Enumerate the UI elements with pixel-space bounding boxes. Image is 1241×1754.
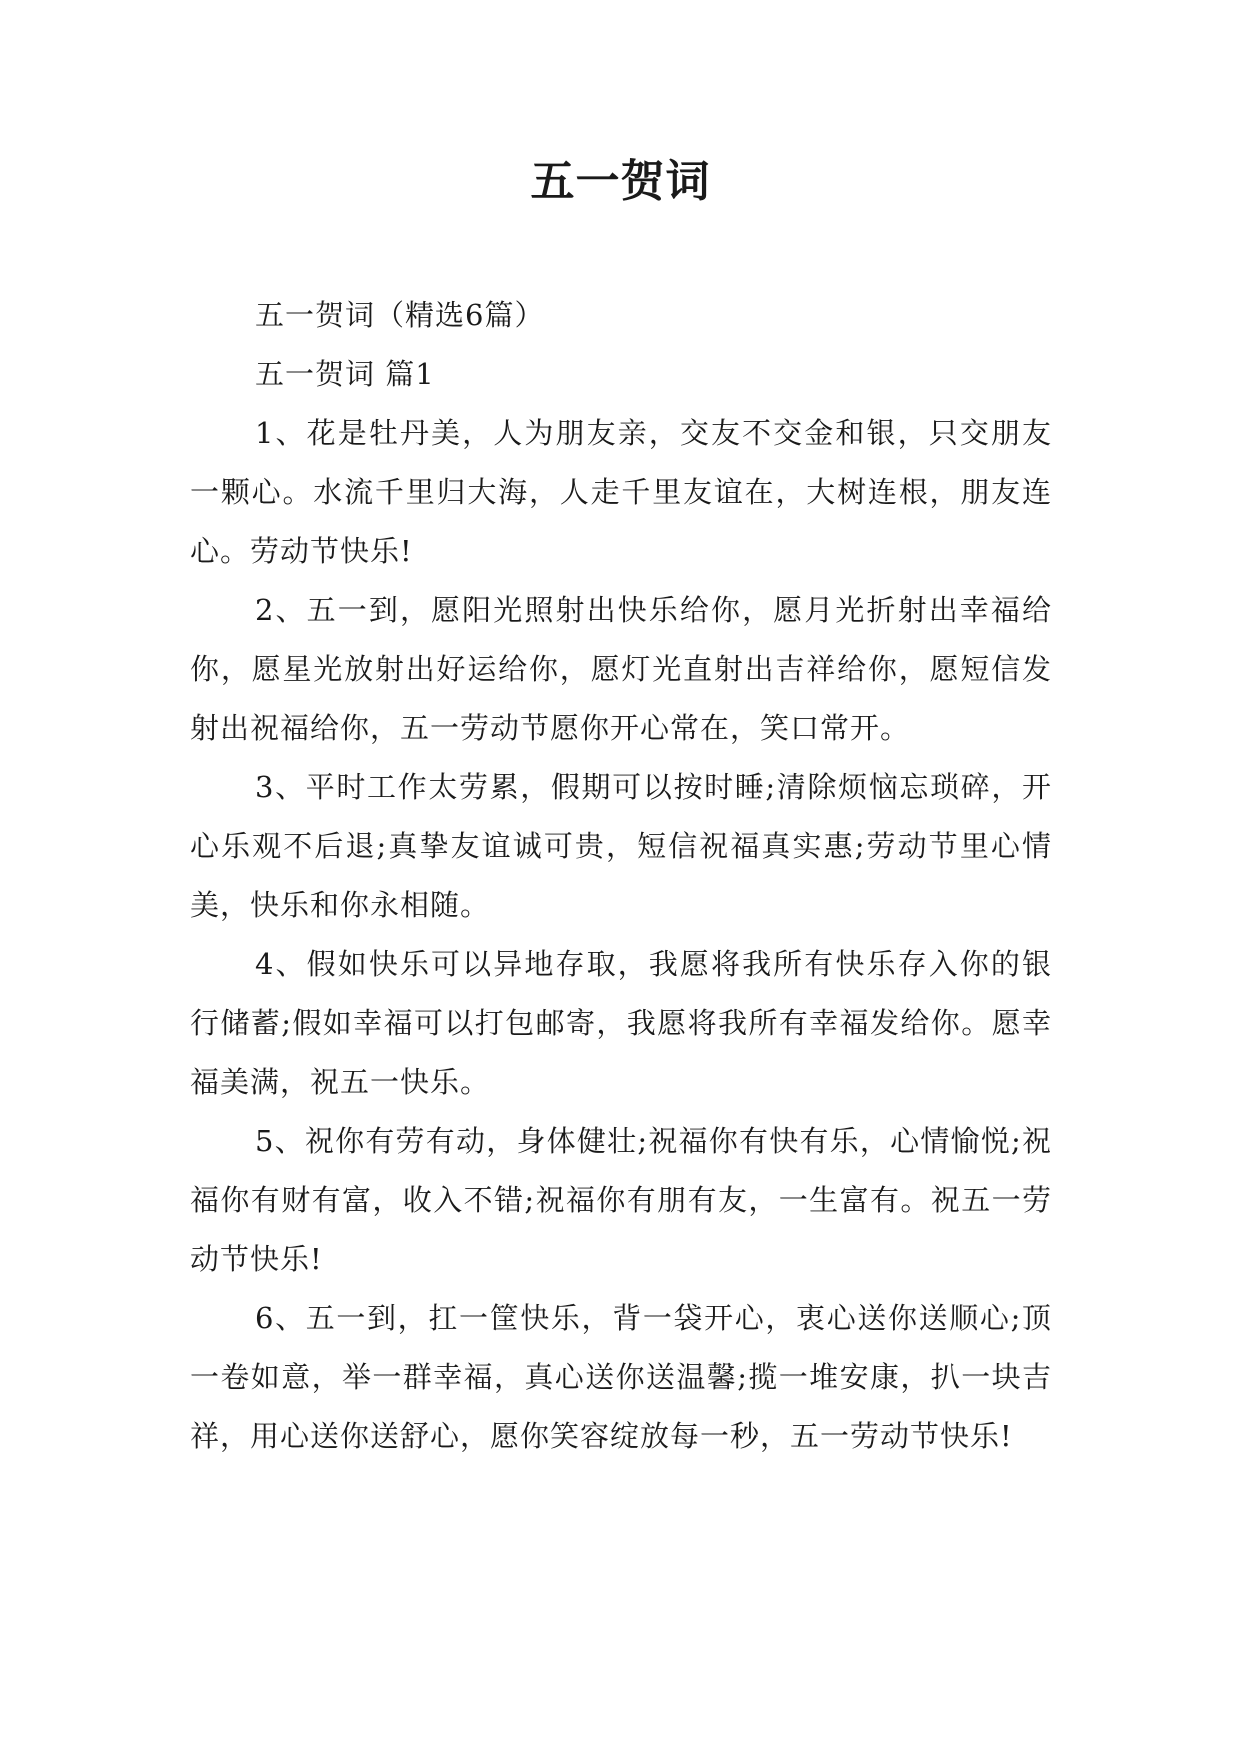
- paragraph-5: 5、祝你有劳有动，身体健壮;祝福你有快有乐，心情愉悦;祝福你有财有富，收入不错;祝福你有朋有友，一生富有。祝五一劳动节快乐!: [190, 1124, 1052, 1276]
- document-title: 五一贺词: [530, 156, 711, 207]
- paragraph-2: 2、五一到，愿阳光照射出快乐给你，愿月光折射出幸福给你，愿星光放射出好运给你，愿灯光直射出吉祥给你，愿短信发射出祝福给你，五一劳动节愿你开心常在，笑口常开。: [190, 593, 1052, 745]
- paragraph-6: 6、五一到，扛一筐快乐，背一袋开心，衷心送你送顺心;顶一卷如意，举一群幸福，真心送你送温馨;揽一堆安康，扒一块吉祥，用心送你送舒心，愿你笑容绽放每一秒，五一劳动节快乐!: [190, 1301, 1052, 1453]
- paragraph-subtitle: 五一贺词（精选6篇）: [255, 298, 545, 332]
- paragraph-1: 1、花是牡丹美，人为朋友亲，交友不交金和银，只交朋友一颗心。水流千里归大海，人走千里友谊在，大树连根，朋友连心。劳动节快乐!: [190, 416, 1052, 568]
- paragraph-4: 4、假如快乐可以异地存取，我愿将我所有快乐存入你的银行储蓄;假如幸福可以打包邮寄，我愿将我所有幸福发给你。愿幸福美满，祝五一快乐。: [190, 947, 1052, 1099]
- paragraph-section-heading: 五一贺词 篇1: [255, 357, 435, 391]
- paragraph-3: 3、平时工作太劳累，假期可以按时睡;清除烦恼忘琐碎，开心乐观不后退;真挚友谊诚可贵，短信祝福真实惠;劳动节里心情美，快乐和你永相随。: [190, 770, 1052, 922]
- document-body: [190, 286, 1052, 1466]
